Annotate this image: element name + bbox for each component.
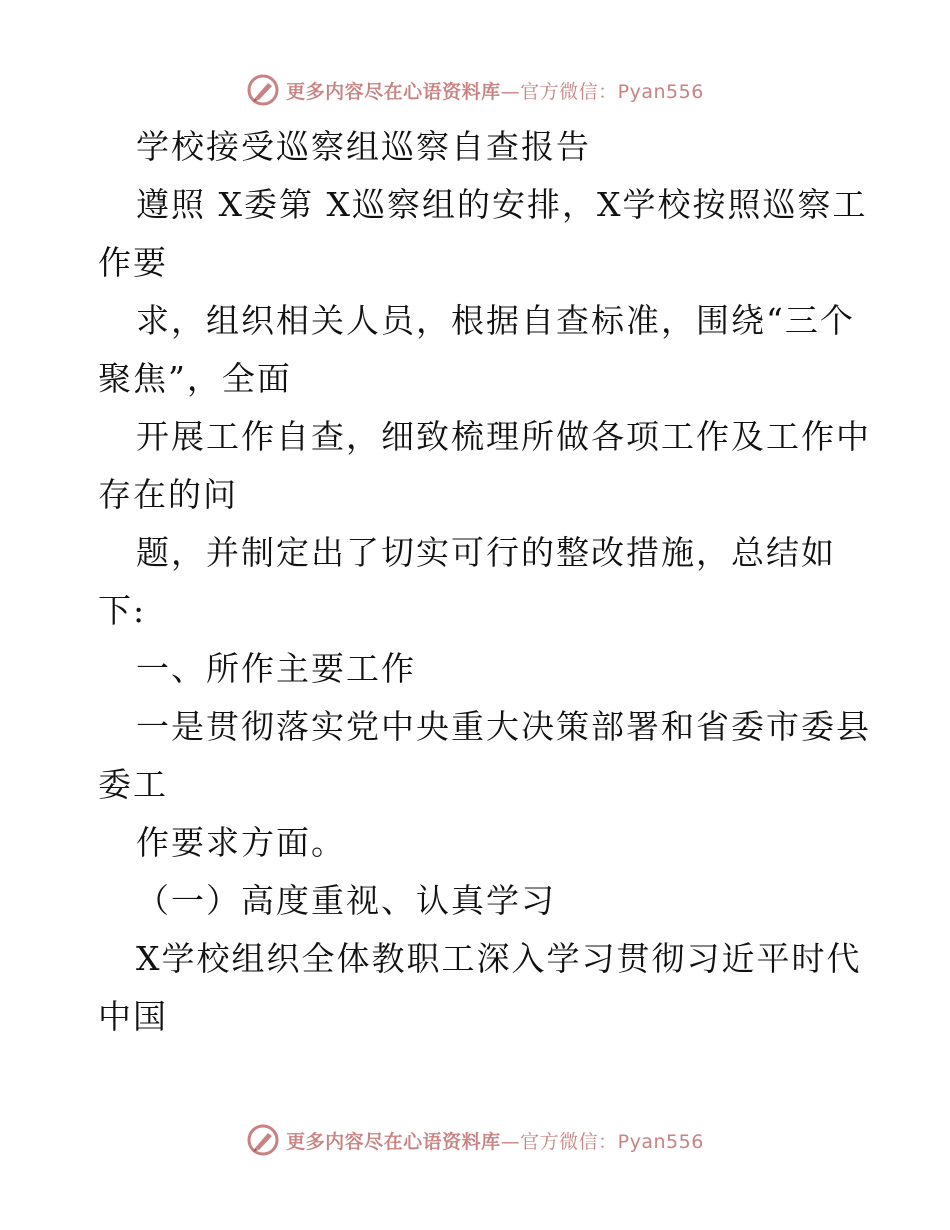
- paragraph-line: 遵照 X委第 X巡察组的安排，X学校按照巡察工: [136, 185, 868, 224]
- pen-logo-icon: [246, 1123, 280, 1157]
- subsection-heading: （一）高度重视、认真学习: [136, 881, 556, 920]
- paragraph-line: 下:: [98, 591, 147, 630]
- footer-watermark: [0, 1120, 950, 1160]
- watermark-separator: —: [500, 1130, 521, 1153]
- header-watermark: [0, 70, 950, 110]
- paragraph-line: 求，组织相关人员，根据自查标准，围绕“三个: [136, 301, 855, 340]
- watermark-group: [246, 73, 704, 107]
- paragraph-line: 聚焦”，全面: [98, 359, 292, 398]
- paragraph-line: 题，并制定出了切实可行的整改措施，总结如: [136, 533, 836, 572]
- watermark-contact: 官方微信：Pyan556: [520, 1130, 704, 1153]
- watermark-text: [286, 77, 704, 104]
- paragraph-line: 一是贯彻落实党中央重大决策部署和省委市委县: [136, 707, 871, 746]
- watermark-contact: 官方微信：Pyan556: [520, 80, 704, 103]
- paragraph-line: 作要: [98, 243, 168, 282]
- paragraph-line: 存在的问: [98, 475, 238, 514]
- paragraph-line: 中国: [98, 997, 168, 1036]
- section-heading: 一、所作主要工作: [136, 649, 416, 688]
- document-title: 学校接受巡察组巡察自查报告: [136, 127, 591, 166]
- paragraph-line: 作要求方面。: [136, 823, 346, 862]
- watermark-text: [286, 1127, 704, 1154]
- pen-logo-icon: [246, 73, 280, 107]
- paragraph-line: X学校组织全体教职工深入学习贯彻习近平时代: [136, 939, 862, 978]
- paragraph-line: 开展工作自查，细致梳理所做各项工作及工作中: [136, 417, 871, 456]
- watermark-site-name: 更多内容尽在心语资料库: [286, 80, 501, 103]
- watermark-separator: —: [500, 80, 521, 103]
- paragraph-line: 委工: [98, 765, 168, 804]
- watermark-site-name: 更多内容尽在心语资料库: [286, 1130, 501, 1153]
- watermark-group: [246, 1123, 704, 1157]
